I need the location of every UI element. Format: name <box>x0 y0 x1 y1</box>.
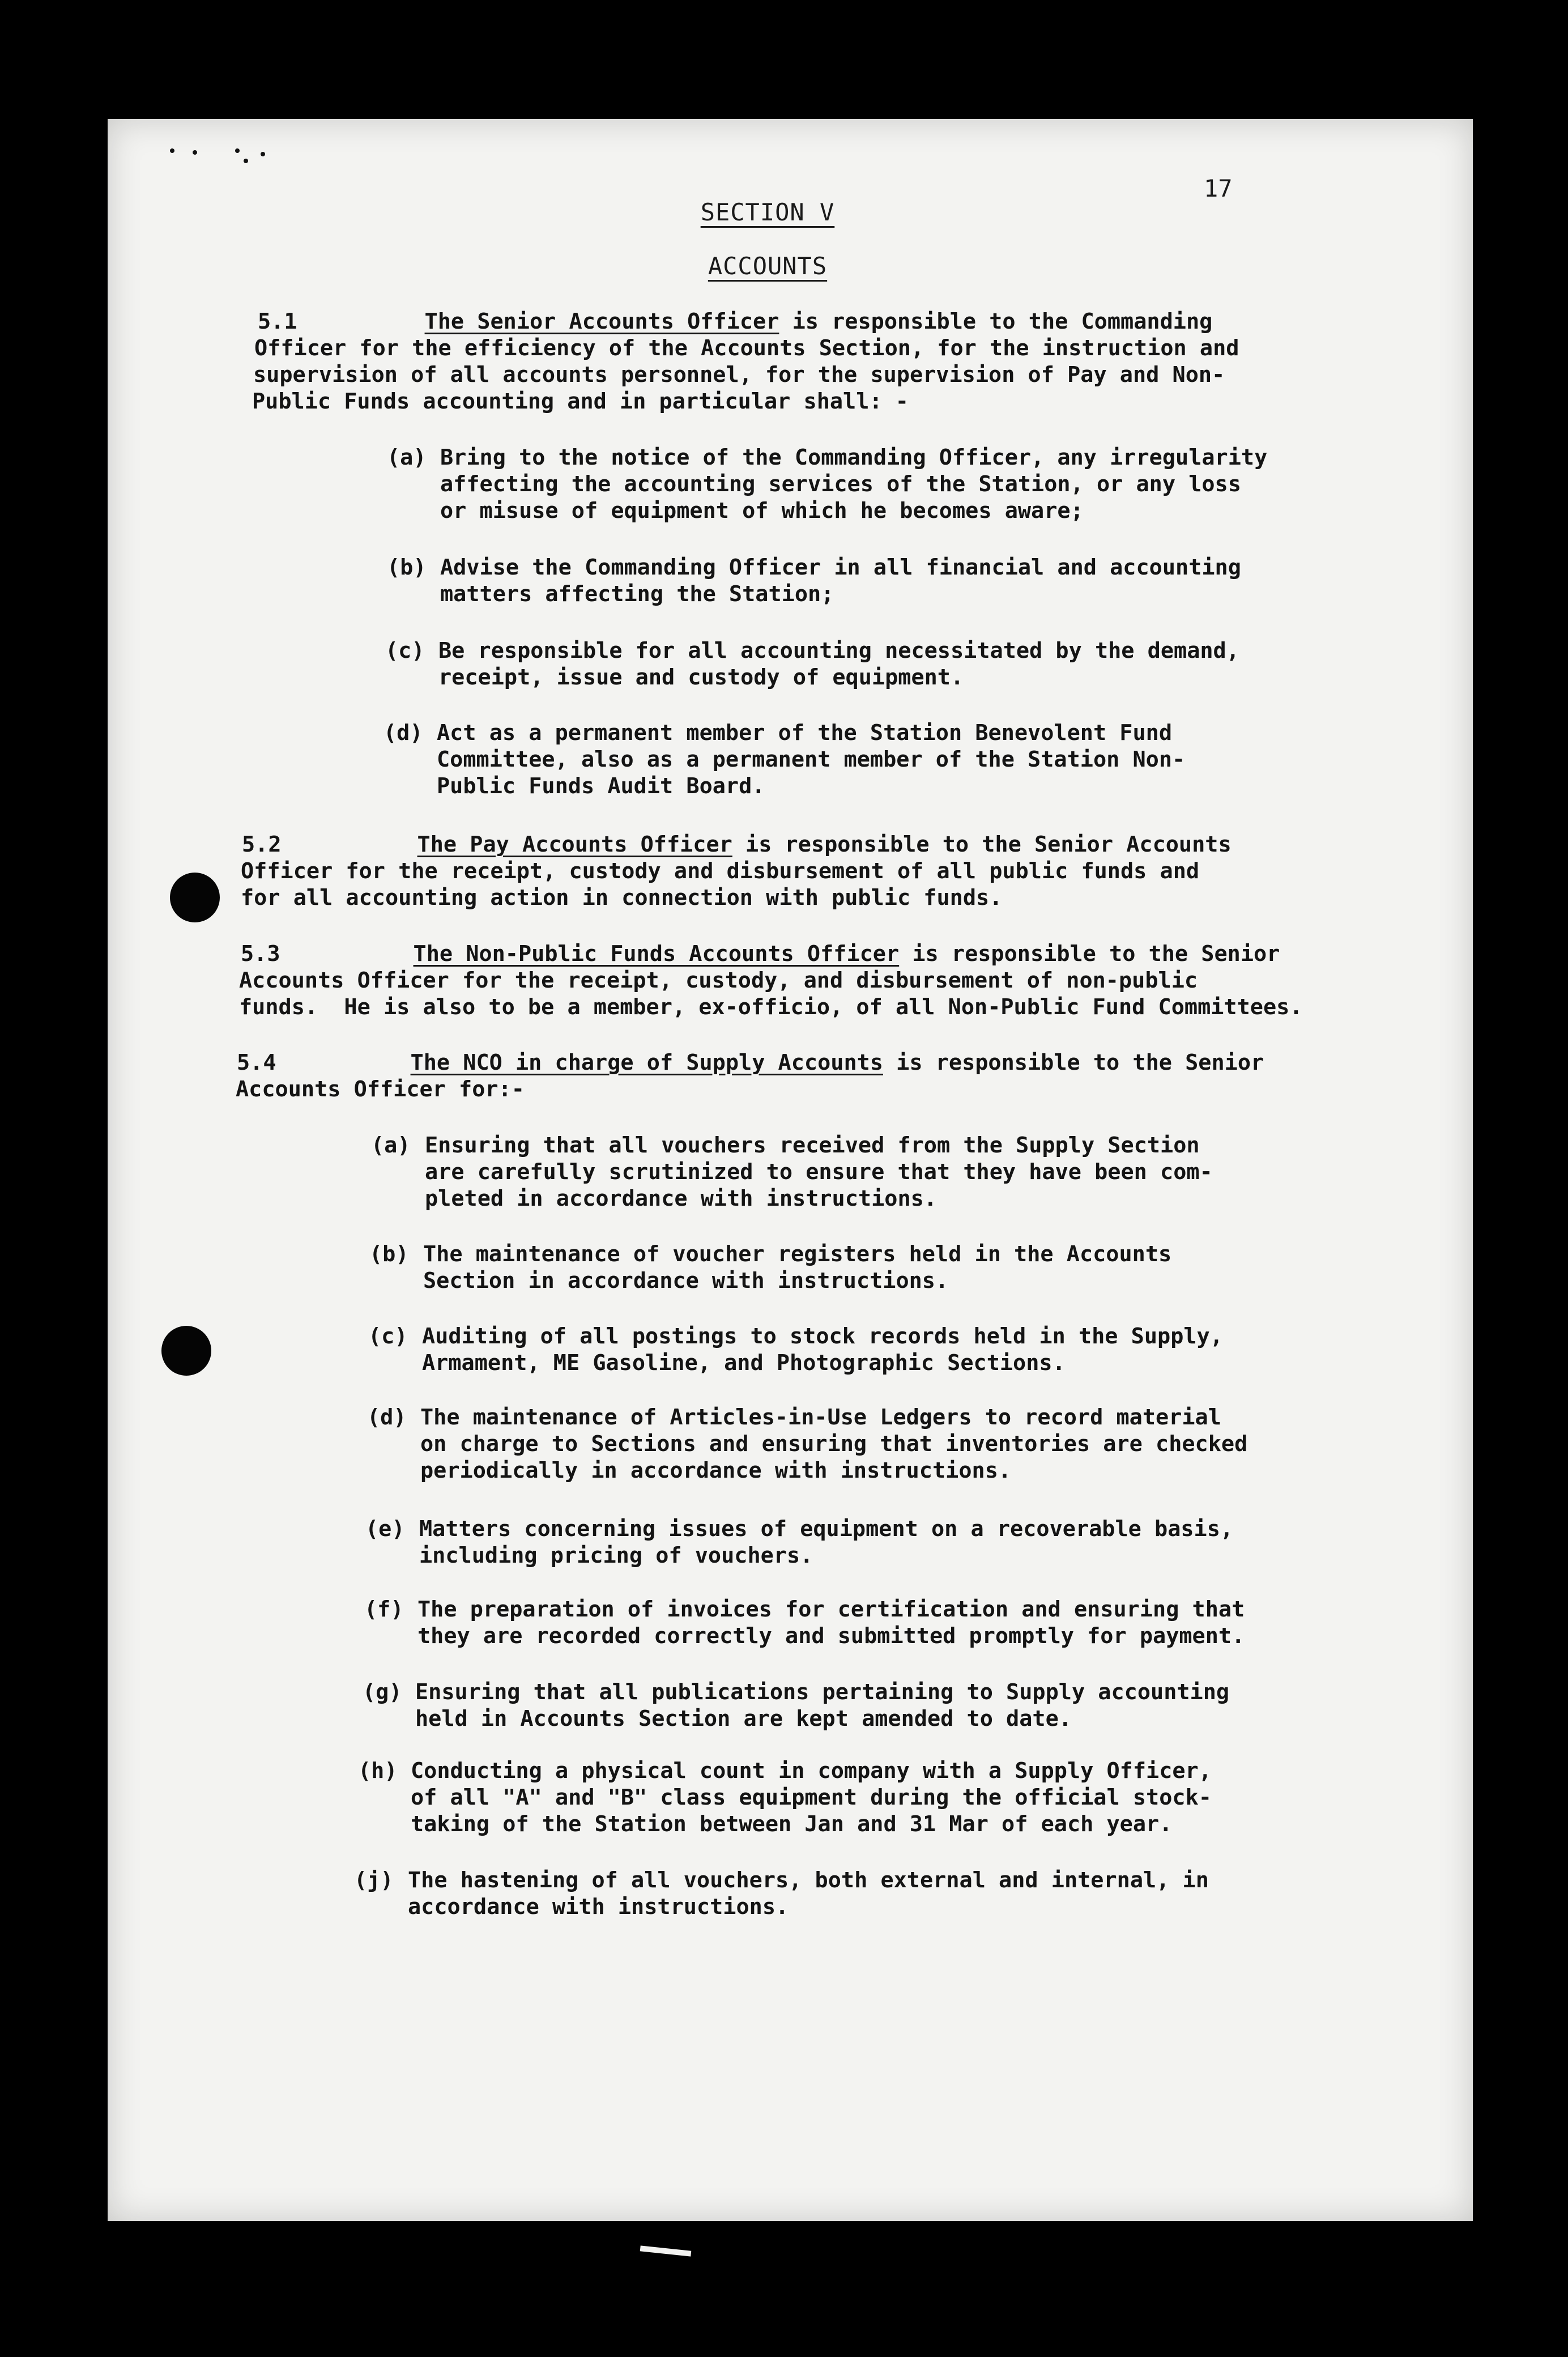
paragraph-line: Accounts Officer for the receipt, custody, and disbursement of non-public <box>239 968 1198 993</box>
list-item-label: (a) <box>371 1133 411 1158</box>
list-item-line: receipt, issue and custody of equipment. <box>438 665 964 690</box>
list-item-label: (j) <box>354 1867 394 1893</box>
list-item-line: taking of the Station between Jan and 31 Mar of each year. <box>411 1811 1173 1837</box>
list-item-label: (b) <box>369 1241 409 1267</box>
list-item-label: (a) <box>387 445 427 470</box>
list-item-label: (h) <box>358 1758 398 1784</box>
list-item-line: Ensuring that all vouchers received from the Supply Section <box>425 1133 1200 1158</box>
list-item-line: on charge to Sections and ensuring that inventories are checked <box>420 1431 1248 1457</box>
paragraph-title: The Pay Accounts Officer <box>417 832 732 857</box>
dust-speck <box>261 152 265 156</box>
list-item-label: (d) <box>367 1405 407 1430</box>
dust-speck <box>193 150 197 155</box>
list-item-label: (g) <box>363 1679 402 1705</box>
paragraph-line: supervision of all accounts personnel, for the supervision of Pay and Non- <box>253 362 1225 388</box>
list-item-line: The maintenance of Articles-in-Use Ledgers to record material <box>420 1405 1221 1430</box>
paragraph-title: The Senior Accounts Officer <box>424 309 779 334</box>
list-item-line: periodically in accordance with instructions. <box>420 1458 1012 1483</box>
paragraph-number: 5.4 <box>237 1050 276 1075</box>
list-item-line: Bring to the notice of the Commanding Officer, any irregularity <box>440 445 1268 470</box>
paragraph-5-2-first-line <box>242 831 1232 858</box>
list-item-line: including pricing of vouchers. <box>419 1543 813 1568</box>
paragraph-5-4-first-line <box>237 1049 1264 1076</box>
paragraph-text: is responsible to the Senior <box>883 1050 1264 1075</box>
list-item-label: (b) <box>387 555 427 580</box>
punch-hole-top <box>170 873 220 922</box>
paragraph-number: 5.1 <box>258 309 297 334</box>
list-item-line: Be responsible for all accounting necessitated by the demand, <box>438 638 1239 663</box>
paragraph-title: The Non-Public Funds Accounts Officer <box>413 941 900 967</box>
paragraph-line: funds. He is also to be a member, ex-officio, of all Non-Public Fund Committees. <box>239 994 1303 1020</box>
paragraph-line: Officer for the receipt, custody and disbursement of all public funds and <box>241 858 1200 884</box>
page-number: 17 <box>1204 175 1233 202</box>
paragraph-line: Public Funds accounting and in particular shall: - <box>252 389 909 414</box>
list-item-line: Public Funds Audit Board. <box>437 773 765 799</box>
paragraph-5-3-first-line <box>241 941 1280 967</box>
list-item-line: Advise the Commanding Officer in all financial and accounting <box>440 555 1241 580</box>
paragraph-text: is responsible to the Commanding <box>779 309 1213 334</box>
list-item-line: The hastening of all vouchers, both external and internal, in <box>408 1867 1209 1893</box>
list-item-line: held in Accounts Section are kept amended to date. <box>415 1706 1072 1731</box>
list-item-line: are carefully scrutinized to ensure that they have been com- <box>425 1159 1213 1185</box>
paragraph-line: for all accounting action in connection with public funds. <box>241 885 1003 911</box>
list-item-line: they are recorded correctly and submitted promptly for payment. <box>417 1623 1245 1649</box>
paragraph-title: The NCO in charge of Supply Accounts <box>410 1050 883 1075</box>
punch-hole-bottom <box>161 1326 211 1376</box>
dust-speck <box>170 148 174 153</box>
section-subtitle: ACCOUNTS <box>708 252 828 280</box>
list-item-label: (f) <box>364 1597 404 1622</box>
scan-artifact <box>640 2245 692 2256</box>
dust-speck <box>244 159 248 163</box>
list-item-line: The maintenance of voucher registers held in the Accounts <box>423 1241 1172 1267</box>
list-item-line: Section in accordance with instructions. <box>423 1268 949 1294</box>
list-item-label: (c) <box>368 1324 408 1349</box>
list-item-line: Act as a permanent member of the Station Benevolent Fund <box>437 720 1173 746</box>
paragraph-number: 5.3 <box>241 941 280 967</box>
list-item-line: or misuse of equipment of which he becomes aware; <box>440 498 1084 524</box>
list-item-line: Conducting a physical count in company with a Supply Officer, <box>411 1758 1212 1784</box>
paragraph-line: Accounts Officer for:- <box>236 1077 525 1102</box>
list-item-line: Committee, also as a permanent member of the Station Non- <box>437 747 1186 772</box>
list-item-line: matters affecting the Station; <box>440 581 834 607</box>
paragraph-5-1-first-line <box>258 308 1212 335</box>
paragraph-text: is responsible to the Senior <box>899 941 1280 967</box>
section-title: SECTION V <box>700 198 835 226</box>
paragraph-number: 5.2 <box>242 832 282 857</box>
list-item-label: (e) <box>365 1516 405 1542</box>
paragraph-line: Officer for the efficiency of the Accounts Section, for the instruction and <box>254 335 1239 361</box>
list-item-label: (c) <box>385 638 425 663</box>
list-item-line: of all "A" and "B" class equipment during the official stock- <box>411 1785 1212 1810</box>
list-item-line: pleted in accordance with instructions. <box>425 1186 937 1211</box>
list-item-line: affecting the accounting services of the Station, or any loss <box>440 471 1241 497</box>
list-item-label: (d) <box>384 720 423 746</box>
paragraph-text: is responsible to the Senior Accounts <box>732 832 1232 857</box>
list-item-line: Ensuring that all publications pertaining to Supply accounting <box>415 1679 1230 1705</box>
list-item-line: Matters concerning issues of equipment on a recoverable basis, <box>419 1516 1234 1542</box>
list-item-line: Auditing of all postings to stock records held in the Supply, <box>422 1324 1223 1349</box>
list-item-line: Armament, ME Gasoline, and Photographic Sections. <box>422 1350 1066 1376</box>
dust-speck <box>235 148 240 153</box>
list-item-line: accordance with instructions. <box>408 1894 789 1920</box>
list-item-line: The preparation of invoices for certification and ensuring that <box>417 1597 1245 1622</box>
